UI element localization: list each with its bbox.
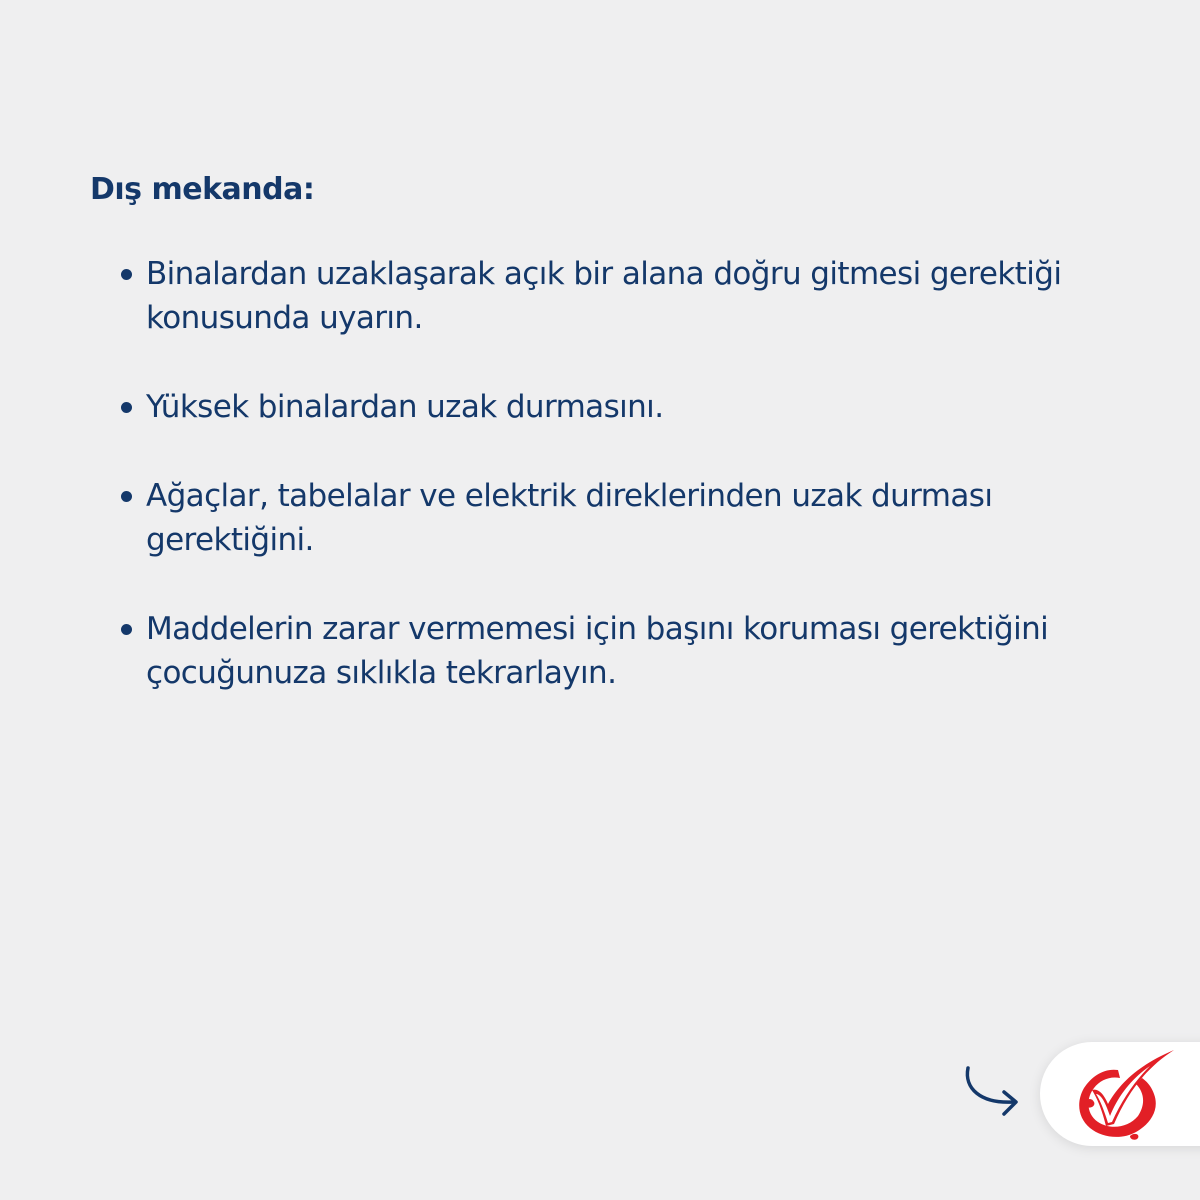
bullet-text: Ağaçlar, tabelalar ve elektrik direklerinden uzak durması gerektiğini. [146,478,993,558]
bullet-text: Binalardan uzaklaşarak açık bir alana doğru gitmesi gerektiği konusunda uyarın. [146,256,1062,336]
bullet-dot [121,402,132,413]
list-item [118,385,1118,429]
page-heading: Dış mekanda: [90,172,315,207]
list-item [118,474,1118,562]
list-item [118,607,1118,695]
bullet-dot [121,269,132,280]
bullet-text: Maddelerin zarar vermemesi için başını koruması gerektiğini çocuğunuza sıklıkla tekrarlayın. [146,611,1049,691]
bullet-dot [121,624,132,635]
logo-card[interactable] [1040,1042,1200,1146]
bullet-text: Yüksek binalardan uzak durmasını. [146,389,664,425]
bullet-dot [121,491,132,502]
list-item [118,252,1118,340]
bullet-list [118,252,1118,740]
curved-arrow-right-icon [962,1062,1026,1122]
red-checkmark-seal-logo [1070,1046,1180,1142]
